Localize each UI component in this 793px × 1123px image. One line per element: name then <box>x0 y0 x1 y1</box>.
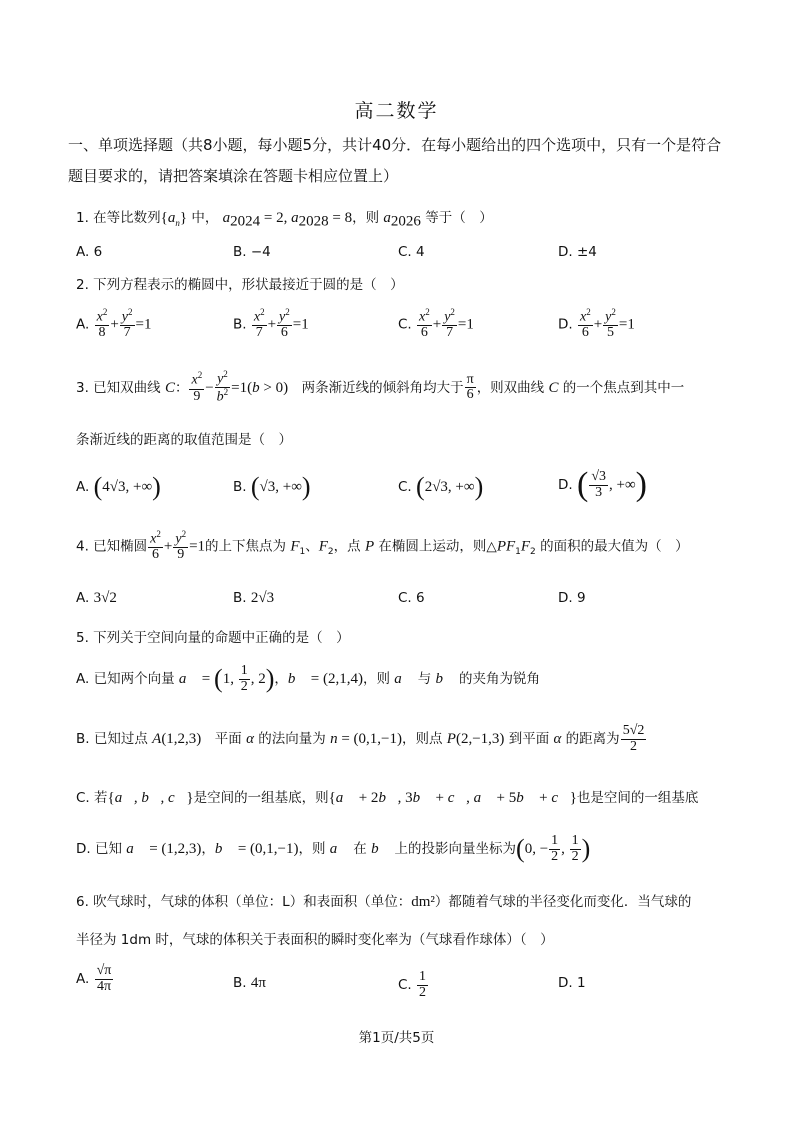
question-3-cont: 条渐近线的距离的取值范围是（ ） <box>76 432 292 448</box>
q6-option-d[interactable]: D. 1 <box>558 975 586 991</box>
q2-option-b[interactable]: B. $\frac{x^2}{7}$ + $\frac{y^2}{6}$ =1 <box>233 307 309 341</box>
question-1: 1. 在等比数列$\{a_n\}$ 中， $a_{2024} = 2$, $a_{2028} = 8$，则 $a_{2026}$ 等于（ ） <box>76 210 493 230</box>
q3-option-d[interactable]: D. ( $\frac{√3}{3}$ , +∞) <box>558 466 647 503</box>
q4-option-b[interactable]: B. 2√3 <box>233 590 275 606</box>
q3-option-c[interactable]: C. (2√3, +∞) <box>398 472 484 501</box>
q5-option-a[interactable]: A. 已知两个向量 a⃗ = (1, $\frac{1}{2}$ , 2)，b⃗ = (2,1,4)，则 a⃗ 与 b⃗ 的夹角为锐角 <box>76 663 541 694</box>
question-3: 3. 已知双曲线 C： $\frac{x^2}{9}$ − $\frac{y^2}{b^2}$ =1(b > 0) 两条渐近线的倾斜角均大于 $\frac{\pi}{6}$ ，则双曲线 C 的一个焦点到其中一 <box>76 369 685 405</box>
page-title: 高二数学 <box>354 100 439 122</box>
q2-option-a[interactable]: A. $\frac{x^2}{8}$ + $\frac{y^2}{7}$ =1 <box>76 307 152 341</box>
q3-option-b[interactable]: B. (√3, +∞) <box>233 472 311 501</box>
section-heading: 一、单项选择题（共8小题，每小题5分，共计40分．在每小题给出的四个选项中，只有一个是符合题目要求的，请把答案填涂在答题卡相应位置上） <box>68 136 722 185</box>
q4-option-a[interactable]: A. 3√2 <box>76 590 117 606</box>
q4-option-d[interactable]: D. 9 <box>558 590 586 606</box>
q1-option-c[interactable]: C. 4 <box>398 244 425 260</box>
q5-option-d[interactable]: D. 已知 a⃗ = (1,2,3)，b⃗ = (0,1,−1)，则 a⃗ 在 b⃗ 上的投影向量坐标为(0, − $\frac{1}{2}$ , $\frac{1}{2}$ ) <box>76 833 591 864</box>
q1-option-d[interactable]: D. ±4 <box>558 244 597 260</box>
q3-option-a[interactable]: A. (4√3, +∞) <box>76 472 161 501</box>
q6-option-c[interactable]: C. $\frac{1}{2}$ <box>398 969 427 1000</box>
question-5: 5. 下列关于空间向量的命题中正确的是（ ） <box>76 630 350 646</box>
question-4: 4. 已知椭圆 $\frac{x^2}{6}$ + $\frac{y^2}{9}$ =1的上下焦点为 $F_1$、$F_2$，点 P 在椭圆上运动，则$\triangle PF_1F_2$ 的面积的最大值为（ ） <box>76 529 689 563</box>
page-footer: 第1页/共5页 <box>358 1030 435 1046</box>
question-2: 2. 下列方程表示的椭圆中，形状最接近于圆的是（ ） <box>76 277 404 293</box>
q2-option-d[interactable]: D. $\frac{x^2}{6}$ + $\frac{y^2}{5}$ =1 <box>558 307 635 341</box>
question-6-cont: 半径为 1dm 时，气球的体积关于表面积的瞬时变化率为（气球看作球体）（ ） <box>76 932 554 948</box>
q6-option-b[interactable]: B. 4π <box>233 975 266 991</box>
q6-option-a[interactable]: A. $\frac{√\pi}{4\pi}$ <box>76 963 112 994</box>
q5-option-b[interactable]: B. 已知过点 A(1,2,3) 平面 α 的法向量为 n = (0,1,−1)，则点 P(2,−1,3) 到平面 α 的距离为 $\frac{5√2}{2}$ <box>76 723 645 754</box>
q1-option-b[interactable]: B. −4 <box>233 244 271 260</box>
q1-option-a[interactable]: A. 6 <box>76 244 103 260</box>
q5-option-c[interactable]: C. 若{a⃗, b⃗, c⃗}是空间的一组基底，则{a⃗ + 2b⃗, 3b⃗ + c⃗, a⃗ + 5b⃗ + c⃗}也是空间的一组基底 <box>76 790 699 806</box>
q2-option-c[interactable]: C. $\frac{x^2}{6}$ + $\frac{y^2}{7}$ =1 <box>398 307 474 341</box>
q4-option-c[interactable]: C. 6 <box>398 590 425 606</box>
question-6: 6. 吹气球时，气球的体积（单位：L）和表面积（单位：dm²）都随着气球的半径变化而变化．当气球的 <box>76 894 692 910</box>
